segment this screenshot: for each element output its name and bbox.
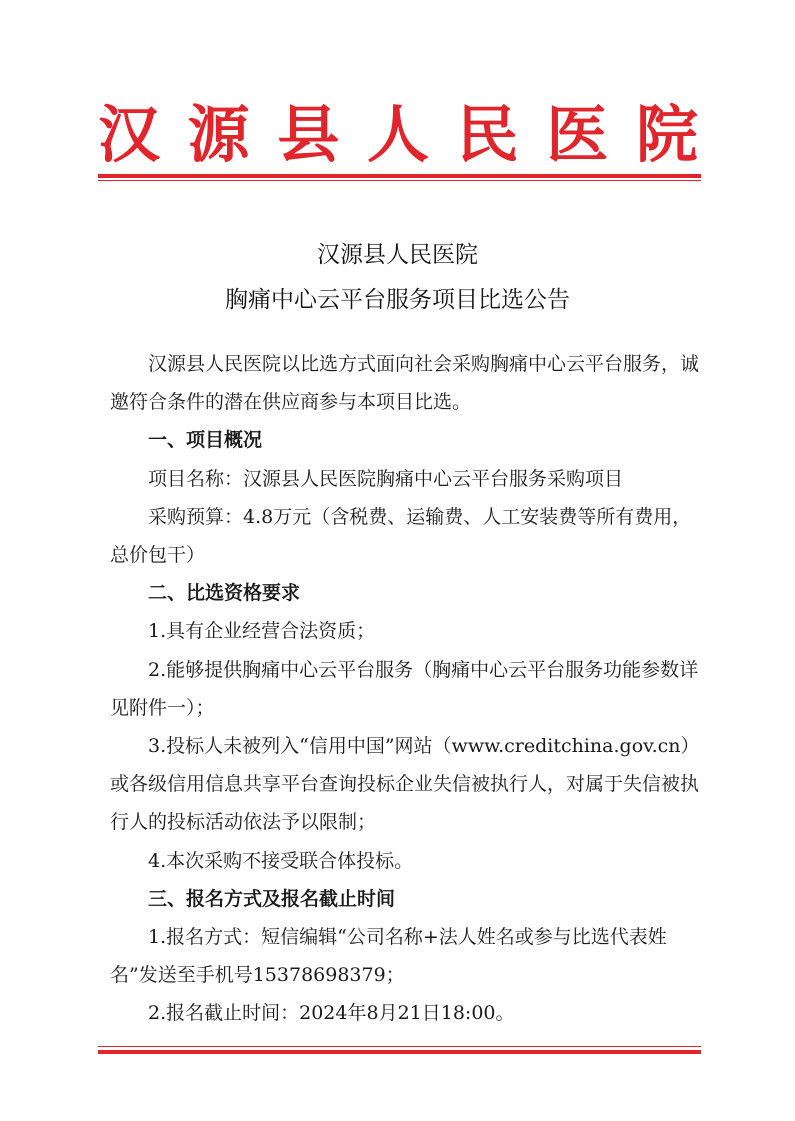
project-budget: 采购预算：4.8万元（含税费、运输费、人工安装费等所有费用，总价包干） (110, 505, 692, 567)
footer-divider-thin (98, 1046, 701, 1047)
section-heading: 三、报名方式及报名截止时间 (148, 887, 396, 910)
registration-deadline: 2.报名截止时间：2024年8月21日18:00。 (148, 1002, 515, 1025)
masthead-char: 源 (187, 98, 250, 171)
masthead-divider-thick (98, 174, 701, 178)
section-heading: 二、比选资格要求 (148, 582, 301, 605)
masthead-char: 汉 (98, 98, 161, 171)
requirement-item: 2.能够提供胸痛中心云平台服务（胸痛中心云平台服务功能参数详见附件一）； (110, 658, 699, 719)
masthead-divider-thin (98, 180, 701, 181)
document-body (110, 345, 700, 1033)
hospital-masthead (98, 100, 698, 170)
requirement-item: 3.投标人未被列入“信用中国”网站（www.creditchina.gov.cn）或各级信用信息共享平台查询投标企业失信被执行人，对属于失信被执行人的投标活动依法予以限制； (110, 735, 700, 834)
intro-paragraph: 汉源县人民医院以比选方式面向社会采购胸痛中心云平台服务，诚邀符合条件的潜在供应商参与本项目比选。 (110, 353, 700, 414)
requirement-item: 4.本次采购不接受联合体投标。 (148, 849, 414, 872)
masthead-char: 人 (366, 98, 429, 171)
document-title-line-1: 汉源县人民医院 (317, 242, 478, 268)
masthead-char: 医 (546, 98, 609, 171)
document-title-line-2: 胸痛中心云平台服务项目比选公告 (225, 287, 570, 313)
footer-divider-thick (98, 1050, 701, 1054)
masthead-char: 院 (635, 98, 698, 171)
masthead-char: 县 (277, 98, 340, 171)
requirement-item: 1.具有企业经营合法资质； (148, 620, 376, 643)
section-heading: 一、项目概况 (148, 429, 263, 452)
registration-method: 1.报名方式：短信编辑“公司名称+法人姓名或参与比选代表姓名”发送至手机号15378698379； (110, 926, 667, 987)
project-name: 项目名称：汉源县人民医院胸痛中心云平台服务采购项目 (148, 467, 624, 490)
masthead-char: 民 (456, 98, 519, 171)
